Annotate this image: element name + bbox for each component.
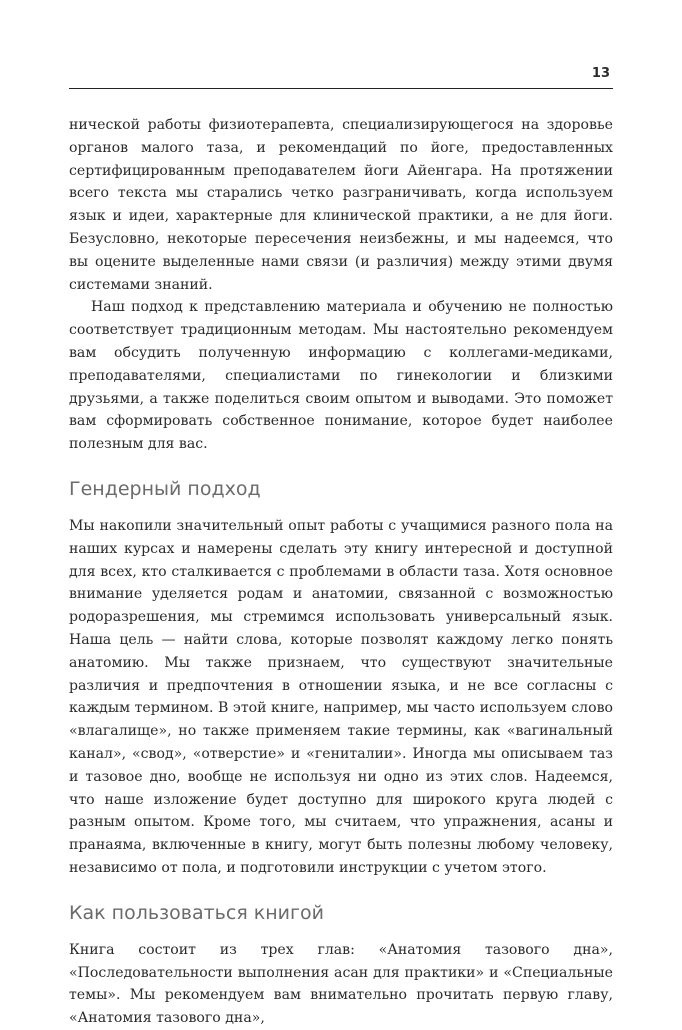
header-rule [69, 88, 613, 89]
section-heading-gender: Гендерный подход [69, 477, 261, 500]
paragraph-how-to-use: Книга состоит из трех глав: «Анатомия тазового дна», «Последовательности выполнения асан для практики» и «Специальные темы». Мы рекомендуем вам внимательно прочитать первую главу, «Анатомия тазового дна», [69, 941, 613, 1027]
paragraph-approach: Наш подход к представлению материала и обучению не полностью соответствует традиционным методам. Мы настоятельно рекомендуем вам обсудить полученную информацию с коллегами-медиками, преподавателями, специалистами по гинекологии и близкими друзьями, а также поделиться своим опытом и выводами. Это поможет вам сформировать собственное понимание, которое будет наиболее полезным для вас. [69, 299, 613, 453]
page-number: 13 [591, 66, 610, 81]
page-content [69, 114, 613, 1030]
paragraph-gender: Мы накопили значительный опыт работы с учащимися разного пола на наших курсах и намерены сделать эту книгу интересной и доступной для всех, кто сталкивается с проблемами в области таза. Хотя основное внимание уделяется родам и анатомии, связанной с возможностью родоразрешения, мы стремимся использовать универсальный язык. Наша цель — найти слова, которые позволят каждому легко понять анатомию. Мы также признаем, что существуют значительные различия и предпочтения в отношении языка, и не все согласны с каждым термином. В этой книге, например, мы часто используем слово «влагалище», но также применяем такие термины, как «вагинальный канал», «свод», «отверстие» и «гениталии». Иногда мы описываем таз и тазовое дно, вообще не используя ни одно из этих слов. Надеемся, что наше изложение будет доступно для широкого круга людей с разным опытом. Кроме того, мы считаем, что упражнения, асаны и пранаяма, включенные в книгу, могут быть полезны любому человеку, независимо от пола, и подготовили инструкции с учетом этого. [69, 517, 613, 876]
section-heading-how-to-use: Как пользоваться книгой [69, 901, 324, 924]
paragraph-continuation: нической работы физиотерапевта, специализирующегося на здоровье органов малого таза, и рекомендаций по йоге, предоставленных сертифицированным преподавателем йоги Айенгара. На протяжении всего текста мы старались четко разграничивать, когда используем язык и идеи, характерные для клинической практики, а не для йоги. Безусловно, некоторые пересечения неизбежны, и мы надеемся, что вы оцените выделенные нами связи (и различия) между этими двумя системами знаний. [69, 117, 613, 293]
